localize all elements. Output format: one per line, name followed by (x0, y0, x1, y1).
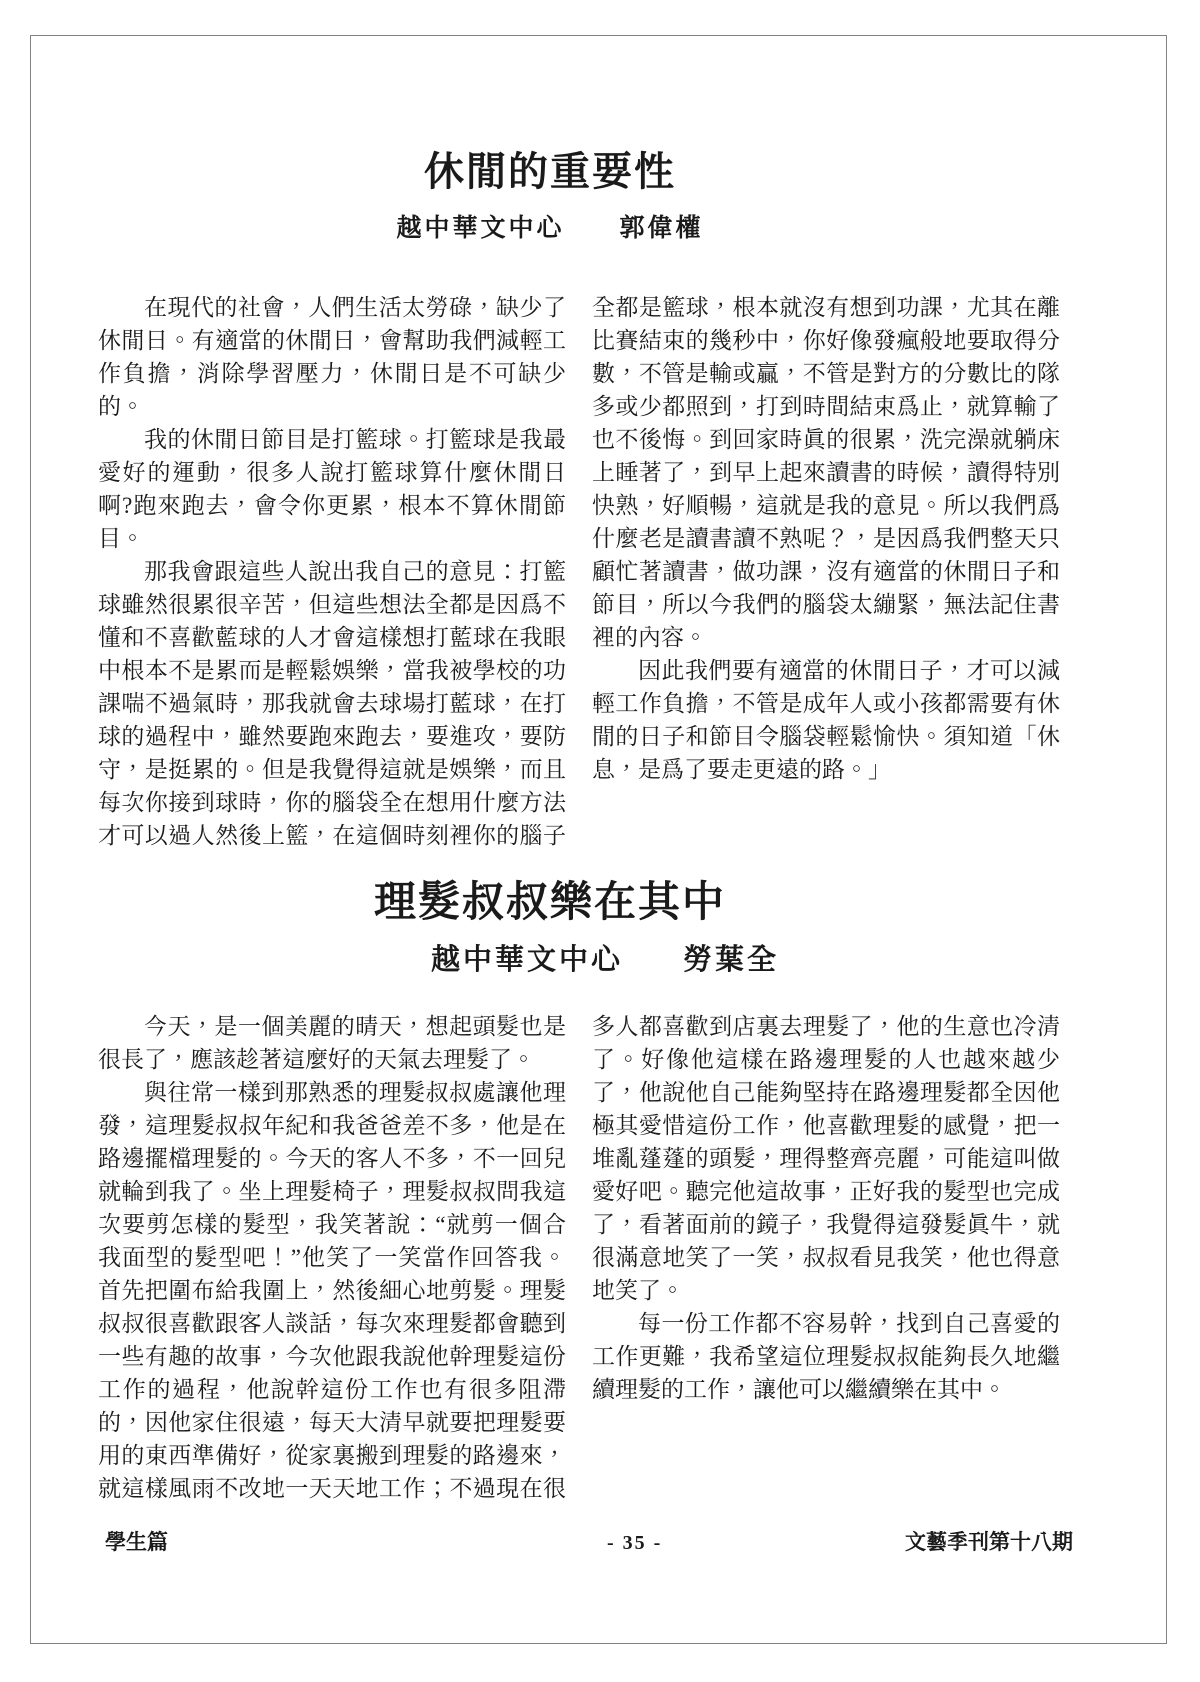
paragraph: 每一份工作都不容易幹，找到自己喜愛的工作更難，我希望這位理髮叔叔能夠長久地繼續理髮的工作，讓他可以繼續樂在其中。 (592, 1311, 1060, 1402)
footer-page-number: - 35 - (607, 1532, 663, 1554)
article-2-author-line (95, 945, 1115, 975)
article-1-author-org: 越中華文中心 (396, 215, 565, 242)
article-2-header (40, 881, 1060, 975)
paragraph: 我的休閒日節目是打籃球。打籃球是我最愛好的運動，很多人說打籃球算什麼休閒日啊?跑來跑去，會令你更累，根本不算休閒節目。 (98, 427, 566, 551)
article-1-author-name: 郭偉權 (619, 215, 704, 242)
article-1-author-line (40, 214, 1060, 244)
article-1-title: 休閒的重要性 (424, 149, 676, 194)
paragraph: 今天，是一個美麗的晴天，想起頭髮也是很長了，應該趁著這麼好的天氣去理髮了。 (98, 1014, 566, 1072)
footer-journal-title: 文藝季刊第十八期 (905, 1531, 1073, 1554)
paragraph: 因此我們要有適當的休閒日子，才可以減輕工作負擔，不管是成年人或小孩都需要有休閒的日子和節目令腦袋輕鬆愉快。須知道「休息，是爲了要走更遠的路。」 (592, 658, 1060, 782)
paragraph: 與往常一樣到那熟悉的理髮叔叔處讓他理發，這理髮叔叔年紀和我爸爸差不多，他是在路邊擺檔理髮的。今天的客人不多，不一回兒就輪到我了。坐上理髮椅子，理髮叔叔問我這次要剪怎樣的髮型，我笑著說：“就剪一個合我面型的髮型吧！”他笑了一笑當作回答我。首先把圍布給我圍上，然後細心地剪髮。理髮叔叔很喜歡跟客人談話，每次來理髮都會聽到一些有趣的故事，今次他跟我說他幹理髮這份工作的過程，他說幹這份工作也有很多阻滯的，因他家住很遠，每天大清早就要把理髮要用的東西準備好，從家裏搬到理髮的路邊來，就這樣風雨不改地一天天地工作；不過現在很多人都喜歡到店裏去理髮了，他的生意也冷清了。好像他這樣在路邊理髮的人也越來越少了，他說他自己能夠堅持在路邊理髮都全因他極其愛惜這份工作，他喜歡理髮的感覺，把一堆亂蓬蓬的頭髮，理得整齊亮麗，可能這叫做愛好吧。聽完他這故事，正好我的髮型也完成了，看著面前的鏡子，我覺得這發髮眞牛，就很滿意地笑了一笑，叔叔看見我笑，他也得意地笑了。 (98, 1014, 1060, 1501)
article-2-author-org: 越中華文中心 (430, 944, 623, 976)
article-1-body (98, 291, 1060, 854)
paragraph: 在現代的社會，人們生活太勞碌，缺少了休閒日。有適當的休閒日，會幫助我們減輕工作負擔，消除學習壓力，休閒日是不可缺少的。 (98, 295, 566, 419)
footer-section-label: 學生篇 (105, 1531, 168, 1554)
paragraph: 那我會跟這些人說出我自己的意見：打籃球雖然很累很辛苦，但這些想法全都是因爲不懂和不喜歡藍球的人才會這樣想打藍球在我眼中根本不是累而是輕鬆娛樂，當我被學校的功課喘不過氣時，那我就會去球場打藍球，在打球的過程中，雖然要跑來跑去，要進攻，要防守，是挺累的。但是我覺得這就是娛樂，而且每次你接到球時，你的腦袋全在想用什麼方法才可以過人然後上籃，在這個時刻裡你的腦子全都是籃球，根本就沒有想到功課，尤其在離比賽結束的幾秒中，你好像發瘋般地要取得分數，不管是輸或贏，不管是對方的分數比的隊多或少都照到，打到時間結束爲止，就算輸了也不後悔。到回家時眞的很累，洗完澡就躺床上睡著了，到早上起來讀書的時候，讀得特別快熟，好順暢，這就是我的意見。所以我們爲什麼老是讀書讀不熟呢？，是因爲我們整天只顧忙著讀書，做功課，沒有適當的休閒日子和節目，所以今我們的腦袋太繃緊，無法記住書裡的內容。 (98, 295, 1060, 848)
article-1-header (40, 150, 1060, 244)
article-2-title: 理髮叔叔樂在其中 (373, 880, 726, 926)
article-2-body (98, 1010, 1060, 1510)
article-2-author-name: 勞葉全 (683, 944, 780, 976)
